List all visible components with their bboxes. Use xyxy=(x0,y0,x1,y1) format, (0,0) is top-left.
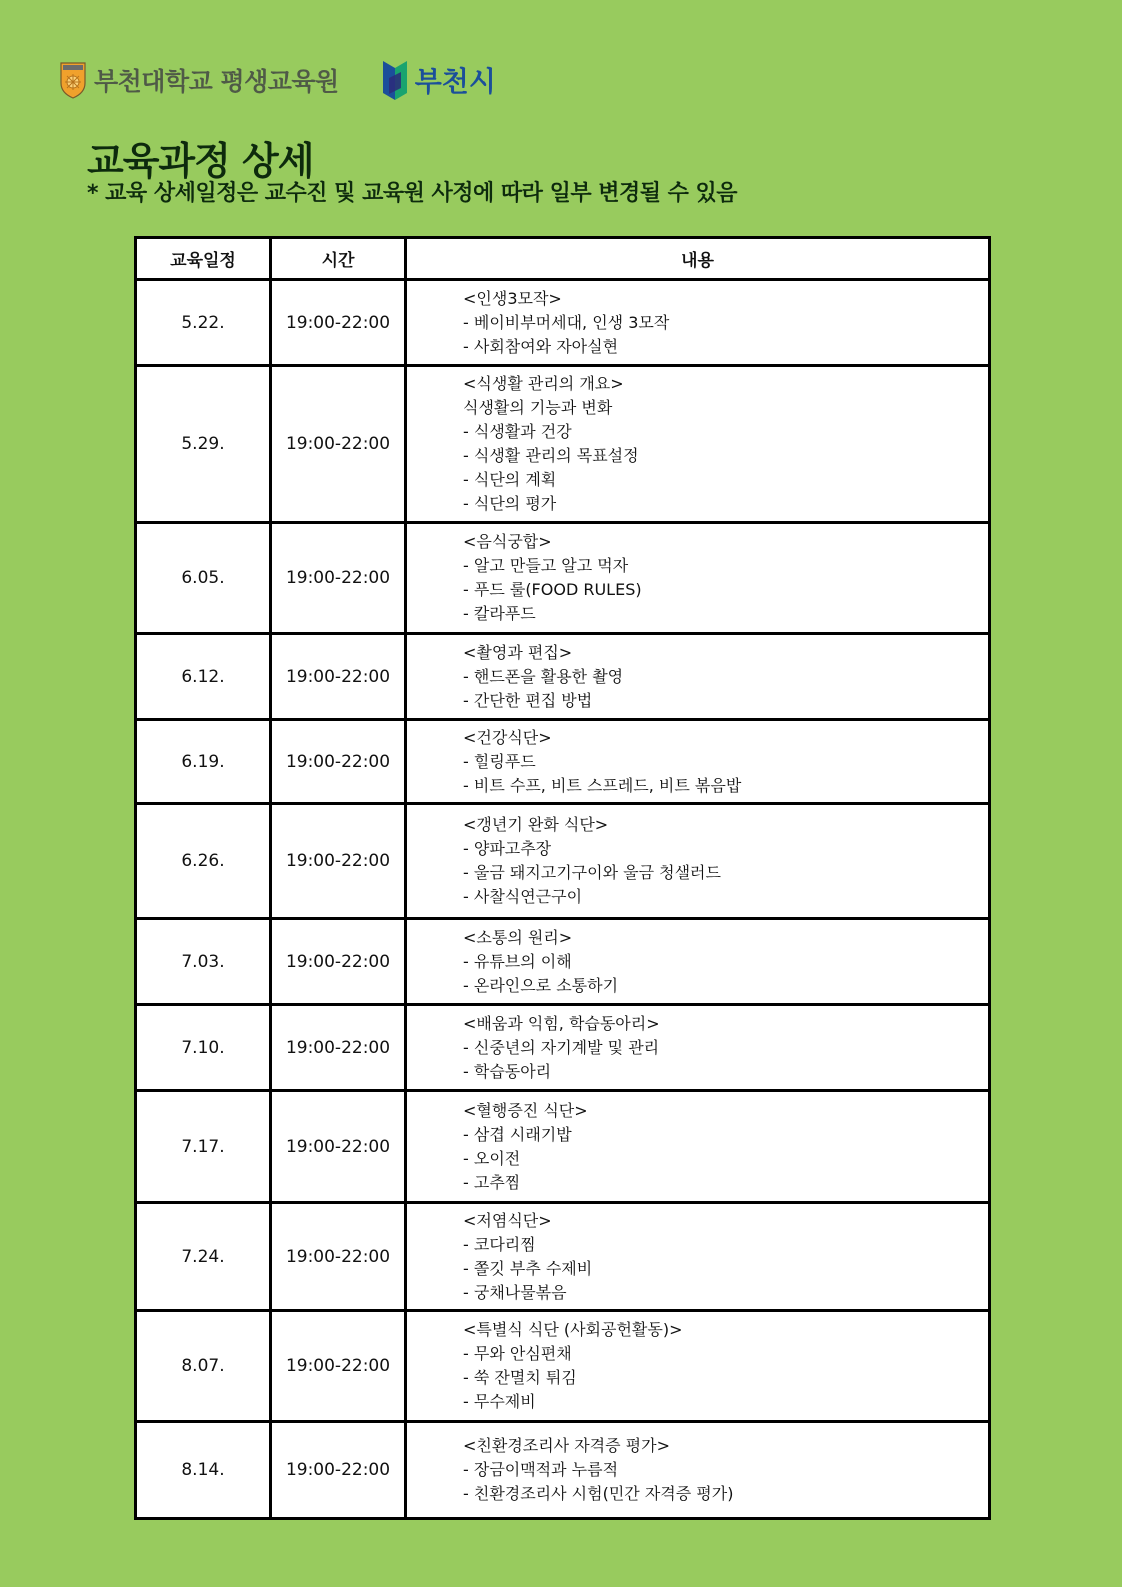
session-content xyxy=(406,1091,990,1203)
session-detail-line: - 푸드 룰(FOOD RULES) xyxy=(463,580,642,599)
session-topic: <인생3모작> xyxy=(463,288,562,308)
session-detail-line: - 고추찜 xyxy=(463,1172,521,1192)
university-logo xyxy=(60,61,339,99)
university-shield-icon xyxy=(60,61,86,99)
page-title: 교육과정 상세 xyxy=(87,139,314,183)
table-row xyxy=(136,804,990,919)
session-detail-line: - 무와 안심편채 xyxy=(463,1344,572,1363)
session-detail-line: - 온라인으로 소통하기 xyxy=(463,975,619,995)
session-detail-line: - 사찰식연근구이 xyxy=(463,887,583,906)
session-detail-line: - 학습동아리 xyxy=(463,1061,552,1081)
session-detail-line: - 칼라푸드 xyxy=(463,604,536,623)
session-content xyxy=(406,720,990,804)
session-detail-line: - 식생활 관리의 목표설정 xyxy=(463,446,639,465)
session-detail-line: 식생활의 기능과 변화 xyxy=(463,398,613,417)
session-time: 19:00-22:00 xyxy=(271,1203,406,1311)
table-row xyxy=(136,720,990,804)
session-content xyxy=(406,1203,990,1311)
session-detail-line: - 장금이맥적과 누름적 xyxy=(463,1460,619,1479)
city-logo xyxy=(381,58,496,102)
session-detail-line: - 식단의 평가 xyxy=(463,494,557,513)
session-topic: <건강식단> xyxy=(463,727,552,747)
session-detail-line: - 쑥 잔멸치 튀김 xyxy=(463,1368,577,1387)
session-time: 19:00-22:00 xyxy=(271,366,406,523)
session-detail-line: - 양파고추장 xyxy=(463,839,552,858)
city-emblem-icon xyxy=(381,58,409,102)
session-time: 19:00-22:00 xyxy=(271,1005,406,1091)
session-date: 7.03. xyxy=(136,919,271,1005)
session-detail-line: - 친환경조리사 시험(민간 자격증 평가) xyxy=(463,1484,734,1503)
session-date: 6.12. xyxy=(136,634,271,720)
session-detail-line: - 울금 돼지고기구이와 울금 청샐러드 xyxy=(463,863,721,882)
session-date: 6.26. xyxy=(136,804,271,919)
session-detail-line: - 무수제비 xyxy=(463,1392,536,1411)
session-content xyxy=(406,523,990,634)
session-detail-line: - 비트 수프, 비트 스프레드, 비트 볶음밥 xyxy=(463,775,742,795)
session-detail-line: - 힐링푸드 xyxy=(463,751,536,771)
university-name: 부천대학교 평생교육원 xyxy=(94,67,339,96)
session-detail-line: - 식단의 계획 xyxy=(463,470,557,489)
session-detail-line: - 오이전 xyxy=(463,1148,521,1168)
session-content xyxy=(406,634,990,720)
session-time: 19:00-22:00 xyxy=(271,523,406,634)
session-content xyxy=(406,1422,990,1519)
session-date: 7.10. xyxy=(136,1005,271,1091)
session-topic: <배움과 익힘, 학습동아리> xyxy=(463,1013,660,1033)
session-detail-line: - 알고 만들고 알고 먹자 xyxy=(463,556,629,575)
table-row xyxy=(136,1005,990,1091)
session-date: 8.14. xyxy=(136,1422,271,1519)
session-detail-line: - 삼겹 시래기밥 xyxy=(463,1124,572,1144)
schedule-body xyxy=(136,280,990,1519)
session-detail-line: - 사회참여와 자아실현 xyxy=(463,336,619,356)
session-topic: <식생활 관리의 개요> xyxy=(463,374,624,393)
session-topic: <음식궁합> xyxy=(463,532,552,551)
table-row xyxy=(136,1203,990,1311)
session-detail-line: - 유튜브의 이해 xyxy=(463,951,572,971)
header-time: 시간 xyxy=(271,238,406,280)
session-content xyxy=(406,1005,990,1091)
table-row xyxy=(136,1422,990,1519)
session-detail-line: - 쫄깃 부추 수제비 xyxy=(463,1258,593,1278)
session-content xyxy=(406,919,990,1005)
session-topic: <저염식단> xyxy=(463,1210,552,1230)
session-date: 7.17. xyxy=(136,1091,271,1203)
session-date: 6.05. xyxy=(136,523,271,634)
header-date: 교육일정 xyxy=(136,238,271,280)
session-date: 8.07. xyxy=(136,1311,271,1422)
table-row xyxy=(136,523,990,634)
session-time: 19:00-22:00 xyxy=(271,1311,406,1422)
session-time: 19:00-22:00 xyxy=(271,804,406,919)
session-content xyxy=(406,1311,990,1422)
schedule-table xyxy=(134,236,991,1520)
table-row xyxy=(136,1311,990,1422)
page-subtitle: * 교육 상세일정은 교수진 및 교육원 사정에 따라 일부 변경될 수 있음 xyxy=(87,181,738,206)
session-date: 6.19. xyxy=(136,720,271,804)
session-content xyxy=(406,280,990,366)
session-date: 5.29. xyxy=(136,366,271,523)
session-content xyxy=(406,366,990,523)
session-date: 5.22. xyxy=(136,280,271,366)
session-detail-line: - 베이비부머세대, 인생 3모작 xyxy=(463,312,670,332)
session-detail-line: - 식생활과 건강 xyxy=(463,422,572,441)
session-topic: <갱년기 완화 식단> xyxy=(463,815,609,834)
header-logos xyxy=(60,56,496,104)
session-detail-line: - 간단한 편집 방법 xyxy=(463,690,593,710)
session-time: 19:00-22:00 xyxy=(271,634,406,720)
header-content: 내용 xyxy=(406,238,990,280)
table-header-row xyxy=(136,238,990,280)
table-row xyxy=(136,280,990,366)
session-date: 7.24. xyxy=(136,1203,271,1311)
table-row xyxy=(136,919,990,1005)
session-detail-line: - 코다리찜 xyxy=(463,1234,536,1254)
session-content xyxy=(406,804,990,919)
table-row xyxy=(136,1091,990,1203)
table-row xyxy=(136,366,990,523)
session-detail-line: - 핸드폰을 활용한 촬영 xyxy=(463,666,624,686)
session-topic: <소통의 원리> xyxy=(463,927,573,947)
session-time: 19:00-22:00 xyxy=(271,919,406,1005)
session-topic: <촬영과 편집> xyxy=(463,642,573,662)
session-detail-line: - 궁채나물볶음 xyxy=(463,1282,567,1302)
city-name: 부천시 xyxy=(414,65,496,98)
session-time: 19:00-22:00 xyxy=(271,1091,406,1203)
session-time: 19:00-22:00 xyxy=(271,720,406,804)
session-topic: <특별식 식단 (사회공헌활동)> xyxy=(463,1320,683,1339)
session-topic: <혈행증진 식단> xyxy=(463,1100,588,1120)
session-detail-line: - 신중년의 자기계발 및 관리 xyxy=(463,1037,660,1057)
session-time: 19:00-22:00 xyxy=(271,280,406,366)
session-topic: <친환경조리사 자격증 평가> xyxy=(463,1436,671,1455)
session-time: 19:00-22:00 xyxy=(271,1422,406,1519)
table-row xyxy=(136,634,990,720)
